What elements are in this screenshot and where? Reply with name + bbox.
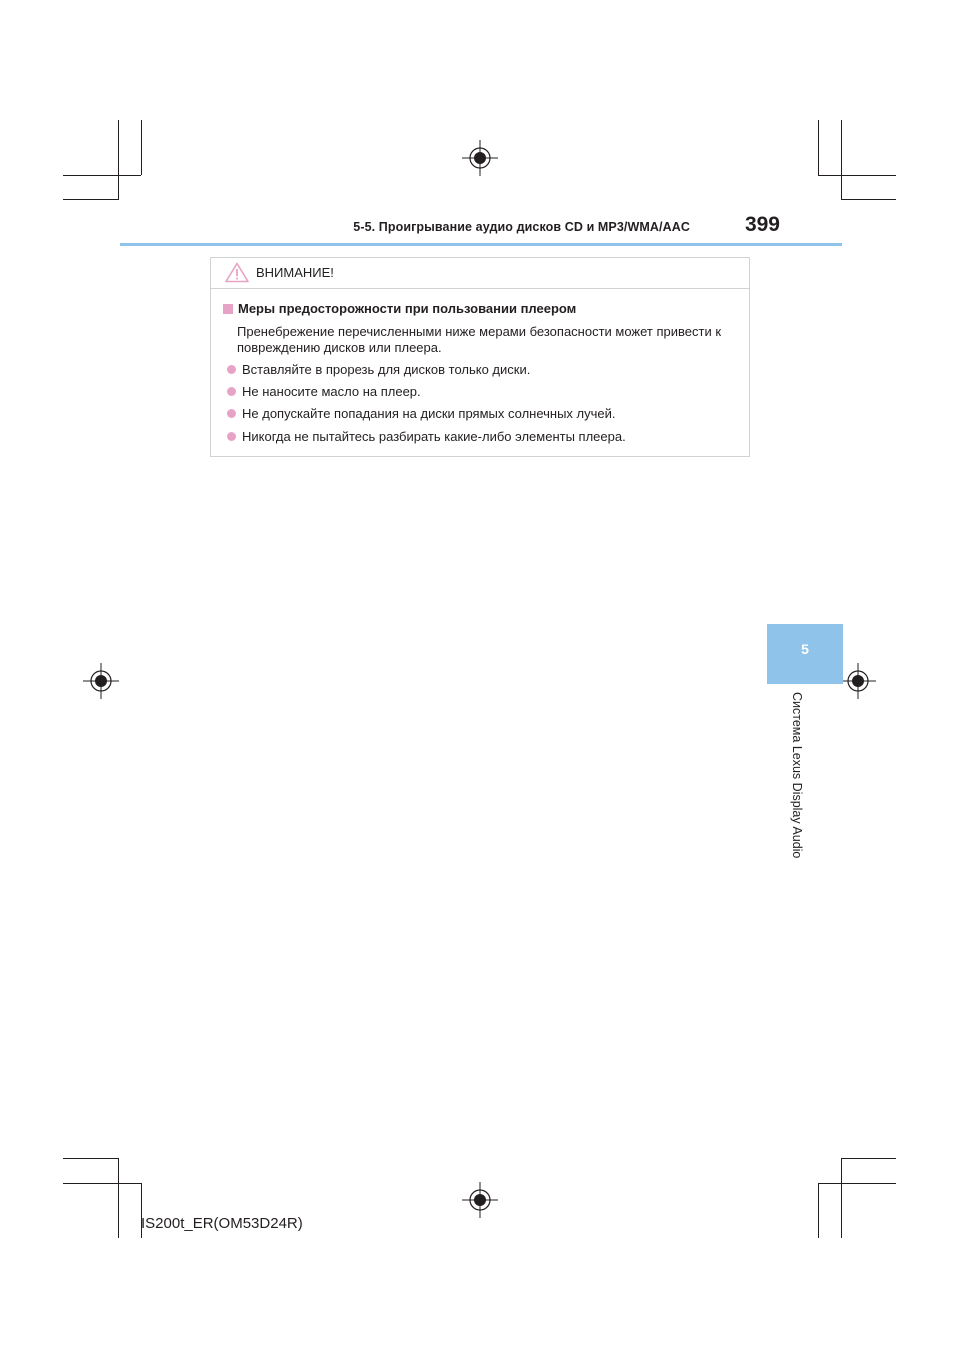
crop-mark	[841, 199, 896, 200]
page-number: 399	[744, 213, 780, 236]
crop-mark	[63, 175, 141, 176]
warning-triangle-icon	[225, 262, 249, 283]
crop-mark	[818, 120, 819, 175]
caution-header	[211, 258, 749, 289]
crop-mark	[118, 1158, 119, 1238]
section-header-title: 5-5. Проигрывание аудио дисков CD и MP3/WMA/AAC	[353, 220, 690, 234]
caution-heading	[223, 301, 576, 316]
bullet-dot-icon	[227, 432, 236, 441]
document-code: IS200t_ER(OM53D24R)	[141, 1215, 303, 1232]
crop-mark	[63, 199, 119, 200]
crop-mark	[818, 1183, 819, 1238]
chapter-label: Система Lexus Display Audio	[790, 692, 804, 859]
list-item: Никогда не пытайтесь разбирать какие-либо элементы плеера.	[227, 429, 626, 444]
list-item: Не наносите масло на плеер.	[227, 384, 421, 399]
bullet-dot-icon	[227, 409, 236, 418]
list-item: Не допускайте попадания на диски прямых солнечных лучей.	[227, 406, 616, 421]
crop-mark	[818, 175, 896, 176]
crop-mark	[818, 1183, 896, 1184]
crop-mark	[141, 120, 142, 175]
list-item: Вставляйте в прорезь для дисков только диски.	[227, 362, 530, 377]
header-rule	[120, 243, 842, 246]
crop-mark	[841, 1158, 896, 1159]
crop-mark	[63, 1183, 141, 1184]
caution-title: ВНИМАНИЕ!	[256, 265, 334, 280]
registration-mark-icon	[460, 1180, 500, 1220]
crop-mark	[63, 1158, 119, 1159]
caution-heading-text: Меры предосторожности при пользовании плеером	[238, 301, 577, 316]
registration-mark-icon	[81, 661, 121, 701]
caution-intro: Пренебрежение перечисленными ниже мерами безопасности может привести к повреждению дисков или плеера.	[237, 324, 722, 355]
bullet-dot-icon	[227, 365, 236, 374]
registration-mark-icon	[838, 661, 878, 701]
caution-box	[210, 257, 750, 457]
crop-mark	[841, 120, 842, 200]
crop-mark	[118, 120, 119, 200]
registration-mark-icon	[460, 138, 500, 178]
bullet-dot-icon	[227, 387, 236, 396]
chapter-tab: 5	[767, 624, 843, 684]
crop-mark	[841, 1158, 842, 1238]
square-bullet-icon	[223, 304, 233, 314]
